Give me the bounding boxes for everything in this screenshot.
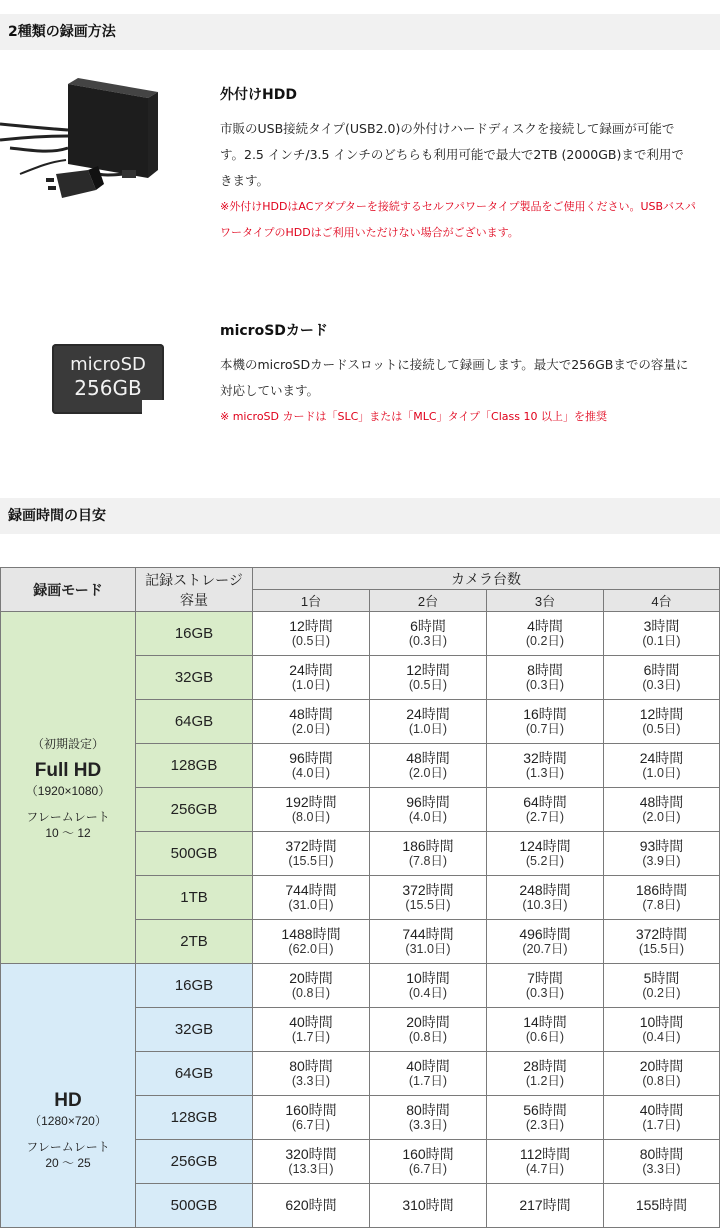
mode-framerate-label: フレームレート	[26, 809, 110, 824]
microsd-card-notch	[142, 400, 164, 414]
recording-hours: 6時間	[643, 661, 680, 678]
recording-days: (6.7日)	[408, 1161, 448, 1176]
recording-time-cell	[604, 832, 720, 876]
recording-days: (2.7日)	[525, 809, 565, 824]
recording-hours: 10時間	[639, 1013, 684, 1030]
mode-description	[1, 964, 135, 1171]
recording-time-cell	[487, 1140, 604, 1184]
recording-hours: 8時間	[527, 661, 563, 678]
microsd-card-label: microSD	[70, 354, 146, 375]
recording-time-cell	[253, 700, 370, 744]
recording-days: (7.8日)	[642, 897, 681, 912]
recording-time-cell	[253, 744, 370, 788]
recording-time-cell	[253, 964, 370, 1008]
storage-capacity-cell: 500GB	[136, 832, 253, 876]
recording-time-cell	[604, 1052, 720, 1096]
recording-time-cell	[253, 876, 370, 920]
recording-time-cell	[487, 700, 604, 744]
recording-time-cell	[253, 1008, 370, 1052]
recording-hours: 28時間	[523, 1057, 567, 1074]
recording-hours: 217時間	[519, 1197, 571, 1213]
recording-hours: 5時間	[643, 969, 680, 986]
recording-time-cell	[487, 612, 604, 656]
recording-hours: 93時間	[639, 837, 684, 854]
recording-time-cell	[487, 964, 604, 1008]
mode-framerate-label: フレームレート	[26, 1140, 110, 1154]
recording-days: (2.0日)	[291, 721, 331, 736]
recording-time-cell	[253, 1096, 370, 1140]
recording-time-cell	[604, 876, 720, 920]
recording-hours: 124時間	[519, 837, 571, 854]
storage-capacity-cell: 500GB	[136, 1184, 253, 1228]
recording-time-cell	[604, 1008, 720, 1052]
microsd-description	[220, 352, 714, 404]
mode-name: HD	[54, 1090, 82, 1111]
header-recording-mode: 録画モード	[1, 568, 136, 612]
mode-initial-setting: （初期設定）	[31, 736, 104, 751]
hdd-description-line: 市販のUSB接続タイプ(USB2.0)の外付けハードディスクを接続して録画が可能で	[220, 121, 675, 136]
recording-days: (0.5日)	[291, 633, 331, 648]
storage-capacity-cell: 32GB	[136, 656, 253, 700]
recording-hours: 48時間	[639, 793, 684, 810]
recording-days: (15.5日)	[288, 853, 334, 868]
header-storage-line: 容量	[180, 591, 208, 608]
recording-time-cell	[487, 744, 604, 788]
recording-time-cell	[253, 920, 370, 964]
recording-days: (1.7日)	[291, 1029, 331, 1044]
recording-hours: 7時間	[527, 969, 563, 986]
recording-time-cell	[604, 612, 720, 656]
recording-hours: 24時間	[639, 749, 684, 766]
recording-hours: 40時間	[406, 1057, 450, 1074]
recording-hours: 620時間	[285, 1197, 337, 1213]
recording-days: (0.3日)	[525, 985, 565, 1000]
hdd-description-line: す。2.5 インチ/3.5 インチのどちらも利用可能で最大で2TB (2000GB)まで利用で	[220, 147, 684, 162]
hdd-description	[220, 116, 714, 194]
recording-days: (5.2日)	[525, 853, 565, 868]
recording-days: (3.3日)	[291, 1073, 331, 1088]
recording-hours: 12時間	[406, 661, 450, 678]
recording-days: (0.3日)	[408, 633, 448, 648]
recording-days: (0.6日)	[525, 1029, 565, 1044]
recording-hours: 80時間	[289, 1057, 333, 1074]
microsd-description-line: 対応しています。	[220, 383, 320, 398]
recording-days: (1.0日)	[291, 677, 331, 692]
mode-framerate-value: 20 ～ 25	[45, 1156, 91, 1170]
recording-time-cell	[253, 788, 370, 832]
header-camera-count: カメラ台数	[253, 568, 720, 590]
recording-hours: 744時間	[402, 925, 454, 942]
recording-time-cell	[370, 1096, 487, 1140]
recording-days: (0.8日)	[291, 985, 331, 1000]
recording-hours: 248時間	[519, 881, 571, 898]
recording-days: (0.7日)	[525, 721, 565, 736]
recording-time-cell	[370, 612, 487, 656]
recording-time-cell	[604, 788, 720, 832]
recording-days: (1.0日)	[408, 721, 448, 736]
recording-days: (0.4日)	[408, 985, 448, 1000]
recording-days: (7.8日)	[408, 853, 448, 868]
recording-days: (0.3日)	[642, 677, 681, 692]
header-camera-1: 1台	[253, 590, 370, 612]
recording-hours: 320時間	[285, 1145, 337, 1162]
recording-hours: 96時間	[289, 749, 333, 766]
mode-name: Full HD	[34, 759, 102, 781]
recording-hours: 80時間	[639, 1145, 684, 1162]
recording-days: (2.0日)	[408, 765, 448, 780]
storage-capacity-cell: 64GB	[136, 700, 253, 744]
recording-time-cell	[253, 1052, 370, 1096]
recording-time-cell	[604, 700, 720, 744]
recording-days: (1.2日)	[525, 1073, 565, 1088]
recording-hours: 186時間	[635, 881, 688, 898]
recording-days: (15.5日)	[638, 941, 685, 956]
recording-time-cell	[487, 788, 604, 832]
recording-hours: 310時間	[402, 1197, 454, 1213]
recording-time-cell	[370, 1052, 487, 1096]
recording-time-cell	[487, 920, 604, 964]
recording-days: (31.0日)	[288, 897, 334, 912]
recording-days: (1.3日)	[525, 765, 565, 780]
mode-cell-hd	[1, 964, 136, 1228]
recording-hours: 12時間	[639, 705, 684, 722]
recording-hours: 372時間	[635, 925, 688, 942]
recording-time-cell	[604, 656, 720, 700]
storage-capacity-cell: 256GB	[136, 1140, 253, 1184]
recording-days: (8.0日)	[291, 809, 331, 824]
recording-hours: 40時間	[289, 1013, 333, 1030]
hdd-note-line: ワータイプのHDDはご利用いただけない場合がございます。	[220, 226, 519, 239]
mode-resolution: （1280×720）	[29, 1114, 107, 1128]
recording-days: (0.2日)	[525, 633, 565, 648]
recording-hours: 372時間	[402, 881, 454, 898]
table-row	[1, 964, 720, 1008]
recording-time-cell	[370, 876, 487, 920]
header-storage-capacity	[136, 568, 253, 612]
recording-days: (0.3日)	[525, 677, 565, 692]
recording-hours: 24時間	[406, 705, 450, 722]
recording-days: (4.0日)	[408, 809, 448, 824]
recording-hours: 20時間	[289, 969, 333, 986]
recording-time-cell	[604, 744, 720, 788]
section-heading-recording-time: 録画時間の目安	[0, 498, 720, 534]
recording-days: (0.2日)	[642, 985, 681, 1000]
recording-time-cell	[370, 832, 487, 876]
header-camera-3: 3台	[487, 590, 604, 612]
storage-capacity-cell: 16GB	[136, 964, 253, 1008]
header-camera-2: 2台	[370, 590, 487, 612]
recording-time-cell	[604, 920, 720, 964]
recording-hours: 192時間	[285, 793, 337, 810]
external-hdd-icon	[0, 70, 170, 210]
header-camera-4: 4台	[604, 590, 720, 612]
recording-hours: 744時間	[285, 881, 337, 898]
recording-hours: 186時間	[402, 837, 454, 854]
recording-days: (13.3日)	[288, 1161, 334, 1176]
recording-hours: 20時間	[639, 1057, 684, 1074]
recording-days: (31.0日)	[405, 941, 451, 956]
recording-time-cell	[604, 1140, 720, 1184]
recording-time-cell	[370, 656, 487, 700]
recording-time-cell	[487, 1096, 604, 1140]
recording-hours: 40時間	[639, 1101, 684, 1118]
recording-hours: 4時間	[527, 617, 563, 634]
recording-days: (0.4日)	[642, 1029, 681, 1044]
table-row	[1, 612, 720, 656]
recording-hours: 96時間	[406, 793, 450, 810]
recording-time-cell	[253, 1184, 370, 1228]
recording-time-cell	[487, 876, 604, 920]
mode-resolution: （1920×1080）	[25, 783, 111, 798]
recording-hours: 14時間	[523, 1013, 567, 1030]
recording-time-cell	[604, 964, 720, 1008]
recording-days: (0.5日)	[642, 721, 681, 736]
recording-time-cell	[487, 1052, 604, 1096]
recording-hours: 80時間	[406, 1101, 450, 1118]
recording-days: (2.3日)	[525, 1117, 565, 1132]
storage-capacity-cell: 2TB	[136, 920, 253, 964]
recording-time-cell	[253, 656, 370, 700]
mode-cell-full-hd	[1, 612, 136, 964]
recording-time-cell	[370, 964, 487, 1008]
recording-days: (3.9日)	[642, 853, 681, 868]
recording-days: (3.3日)	[642, 1161, 681, 1176]
recording-hours: 155時間	[635, 1197, 688, 1213]
storage-capacity-cell: 128GB	[136, 1096, 253, 1140]
mode-description	[1, 735, 135, 841]
hdd-note-line: ※外付けHDDはACアダプターを接続するセルフパワータイプ製品をご使用ください。USBバスパ	[220, 200, 697, 213]
microsd-description-line: 本機のmicroSDカードスロットに接続して録画します。最大で256GBまでの容量に	[220, 357, 689, 372]
recording-time-cell	[253, 1140, 370, 1184]
recording-time-cell	[604, 1096, 720, 1140]
recording-days: (0.5日)	[408, 677, 448, 692]
recording-time-cell	[370, 1008, 487, 1052]
recording-days: (0.8日)	[408, 1029, 448, 1044]
mode-framerate-value: 10 ～ 12	[45, 825, 91, 840]
recording-hours: 56時間	[523, 1101, 567, 1118]
recording-hours: 112時間	[519, 1145, 571, 1162]
recording-days: (0.8日)	[642, 1073, 681, 1088]
recording-days: (1.7日)	[408, 1073, 448, 1088]
recording-time-cell	[604, 1184, 720, 1228]
recording-time-cell	[487, 832, 604, 876]
recording-time-cell	[487, 656, 604, 700]
recording-hours: 160時間	[402, 1145, 454, 1162]
microsd-card-icon	[52, 344, 164, 414]
recording-days: (1.7日)	[642, 1117, 681, 1132]
recording-hours: 64時間	[523, 793, 567, 810]
recording-time-cell	[253, 832, 370, 876]
hdd-title: 外付けHDD	[220, 87, 297, 103]
microsd-note: ※ microSD カードは「SLC」または「MLC」タイプ「Class 10 以上」を推奨	[220, 410, 607, 423]
recording-time-cell	[370, 744, 487, 788]
recording-time-cell	[370, 1184, 487, 1228]
recording-hours: 12時間	[289, 617, 333, 634]
recording-hours: 48時間	[406, 749, 450, 766]
recording-days: (20.7日)	[522, 941, 568, 956]
storage-capacity-cell: 16GB	[136, 612, 253, 656]
recording-days: (6.7日)	[291, 1117, 331, 1132]
recording-hours: 496時間	[519, 925, 571, 942]
recording-hours: 10時間	[406, 969, 450, 986]
recording-time-table	[0, 567, 720, 1228]
recording-days: (4.0日)	[291, 765, 331, 780]
microsd-card-capacity: 256GB	[74, 376, 142, 400]
recording-time-cell	[370, 788, 487, 832]
hdd-note	[220, 194, 714, 246]
recording-days: (2.0日)	[642, 809, 681, 824]
recording-days: (4.7日)	[525, 1161, 565, 1176]
recording-days: (3.3日)	[408, 1117, 448, 1132]
recording-time-cell	[487, 1008, 604, 1052]
recording-time-cell	[487, 1184, 604, 1228]
storage-capacity-cell: 32GB	[136, 1008, 253, 1052]
storage-capacity-cell: 256GB	[136, 788, 253, 832]
section-heading-recording-methods: 2種類の録画方法	[0, 14, 720, 50]
microsd-title: microSDカード	[220, 323, 328, 339]
recording-time-cell	[370, 920, 487, 964]
recording-hours: 24時間	[289, 661, 333, 678]
recording-hours: 3時間	[643, 617, 680, 634]
storage-capacity-cell: 64GB	[136, 1052, 253, 1096]
recording-hours: 32時間	[523, 749, 567, 766]
recording-time-cell	[370, 700, 487, 744]
recording-hours: 372時間	[285, 837, 337, 854]
hdd-description-line: きます。	[220, 173, 270, 188]
recording-hours: 48時間	[289, 705, 333, 722]
recording-days: (62.0日)	[288, 941, 334, 956]
recording-hours: 20時間	[406, 1013, 450, 1030]
recording-hours: 160時間	[285, 1101, 337, 1118]
recording-time-cell	[253, 612, 370, 656]
recording-time-cell	[370, 1140, 487, 1184]
storage-capacity-cell: 128GB	[136, 744, 253, 788]
recording-days: (1.0日)	[642, 765, 681, 780]
storage-capacity-cell: 1TB	[136, 876, 253, 920]
recording-days: (10.3日)	[522, 897, 568, 912]
recording-hours: 1488時間	[281, 925, 341, 942]
recording-days: (0.1日)	[642, 633, 681, 648]
recording-hours: 16時間	[523, 705, 567, 722]
recording-days: (15.5日)	[405, 897, 451, 912]
recording-hours: 6時間	[410, 617, 446, 634]
header-storage-line: 記録ストレージ	[145, 571, 243, 588]
